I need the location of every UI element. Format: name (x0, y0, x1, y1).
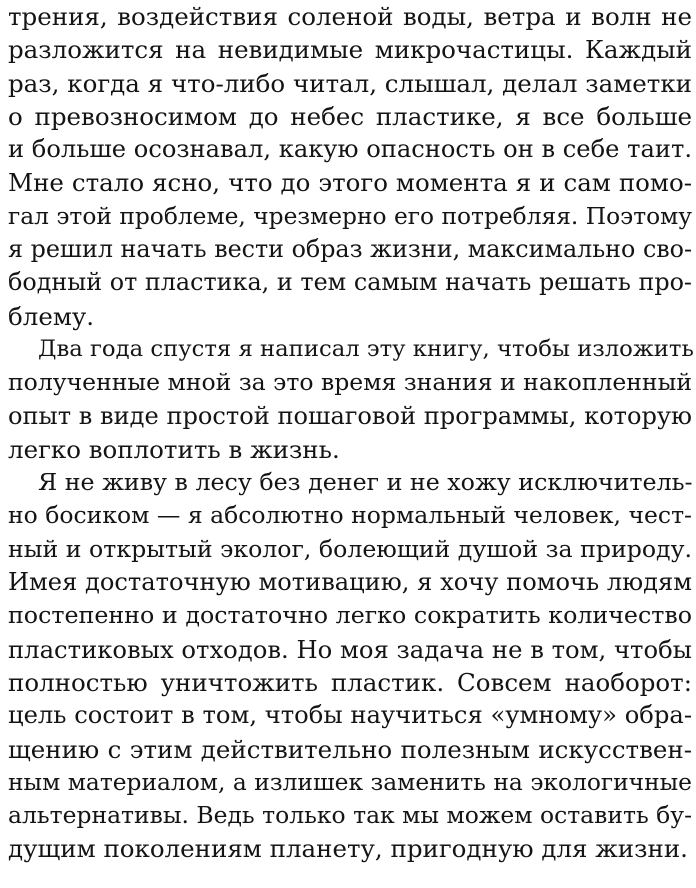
text-line: ным материалом, а излишек заменить на экологичные (8, 767, 692, 796)
text-line: и больше осознавал, какую опасность он в себе таит. (8, 135, 692, 164)
text-line: пластиковых отходов. Но моя задача не в том, чтобы (8, 634, 692, 664)
text-line: трения, воздействия соленой воды, ветра и волн не (8, 2, 692, 31)
text-line: о превозносимом до небес пластике, я все больше (8, 101, 692, 131)
text-line: Я не живу в лесу без денег и не хожу исключитель- (38, 468, 693, 497)
paragraph-1 (8, 0, 692, 333)
text-line: полученные мной за это время знания и накопленный (8, 368, 692, 397)
text-line: постепенно и достаточно легко сократить количество (8, 601, 692, 630)
text-line: опыт в виде простой пошаговой программы, которую (8, 401, 692, 430)
body-text (8, 0, 692, 866)
text-line: Два года спустя я написал эту книгу, чтобы изложить (38, 335, 694, 362)
text-line: бодный от пластика, и тем самым начать решать про- (8, 268, 692, 297)
text-line: легко воплотить в жизнь. (8, 434, 340, 464)
paragraph-2 (8, 333, 692, 466)
text-line: Мне стало ясно, что до этого момента я и сам помо- (8, 168, 692, 198)
text-line: дущим поколениям планету, пригодную для жизни. (8, 834, 688, 864)
paragraph-3 (8, 466, 692, 866)
text-line: я решил начать вести образ жизни, максимально сво- (8, 235, 692, 264)
text-line: гал этой проблеме, чрезмерно его потребляя. Поэтому (8, 202, 692, 230)
text-line: разложится на невидимые микрочастицы. Каждый (8, 35, 692, 65)
text-line: щению с этим действительно полезным искусствен- (8, 734, 692, 764)
text-line: блему. (8, 301, 95, 331)
text-line: Имея достаточную мотивацию, я хочу помочь людям (8, 568, 692, 597)
text-line: но босиком — я абсолютно нормальный человек, чест- (8, 501, 692, 530)
text-line: ный и открытый эколог, болеющий душой за природу. (8, 534, 692, 563)
text-line: цель состоит в том, чтобы научиться «умному» обра- (8, 701, 692, 730)
text-line: полностью уничтожить пластик. Совсем наоборот: (8, 667, 692, 697)
text-line: раз, когда я что-либо читал, слышал, делал заметки (8, 68, 692, 98)
text-line: альтернативы. Ведь только так мы можем оставить бу- (8, 801, 692, 830)
